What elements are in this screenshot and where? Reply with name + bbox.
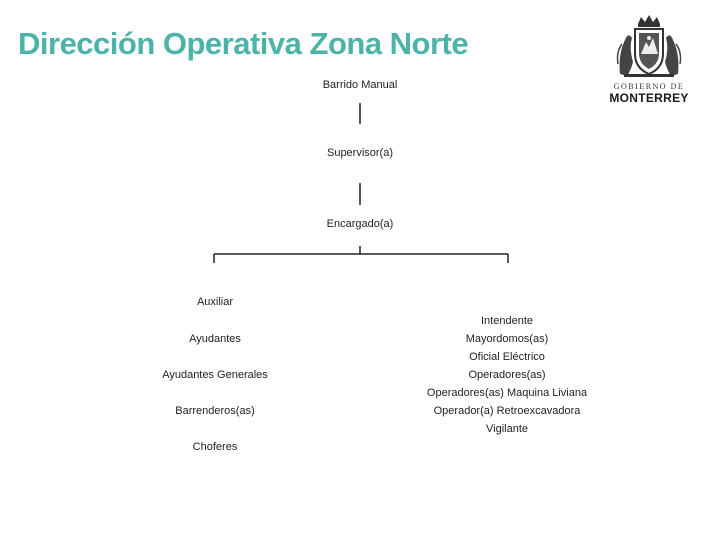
node-encargado: Encargado(a)	[326, 218, 394, 230]
node-left-2: Ayudantes Generales	[162, 369, 268, 381]
node-right-2: Oficial Eléctrico	[469, 351, 545, 363]
logo-city-text: MONTERREY	[609, 91, 689, 105]
node-right-6: Vigilante	[486, 423, 528, 435]
node-right-4: Operadores(as) Maquina Liviana	[426, 387, 588, 399]
node-left-0: Auxiliar	[196, 296, 234, 308]
node-right-5: Operador(a) Retroexcavadora	[433, 405, 581, 417]
logo-top-text: GOBIERNO DE	[613, 82, 685, 91]
node-left-1: Ayudantes	[189, 333, 241, 345]
page-title: Dirección Operativa Zona Norte	[18, 26, 469, 61]
node-supervisor: Supervisor(a)	[326, 147, 394, 159]
node-right-1: Mayordomos(as)	[465, 333, 549, 345]
node-right-3: Operadores(as)	[468, 369, 546, 381]
node-left-4: Choferes	[192, 441, 238, 453]
node-left-3: Barrenderos(as)	[175, 405, 255, 417]
node-barrido-manual: Barrido Manual	[322, 79, 398, 91]
node-right-0: Intendente	[481, 315, 533, 327]
